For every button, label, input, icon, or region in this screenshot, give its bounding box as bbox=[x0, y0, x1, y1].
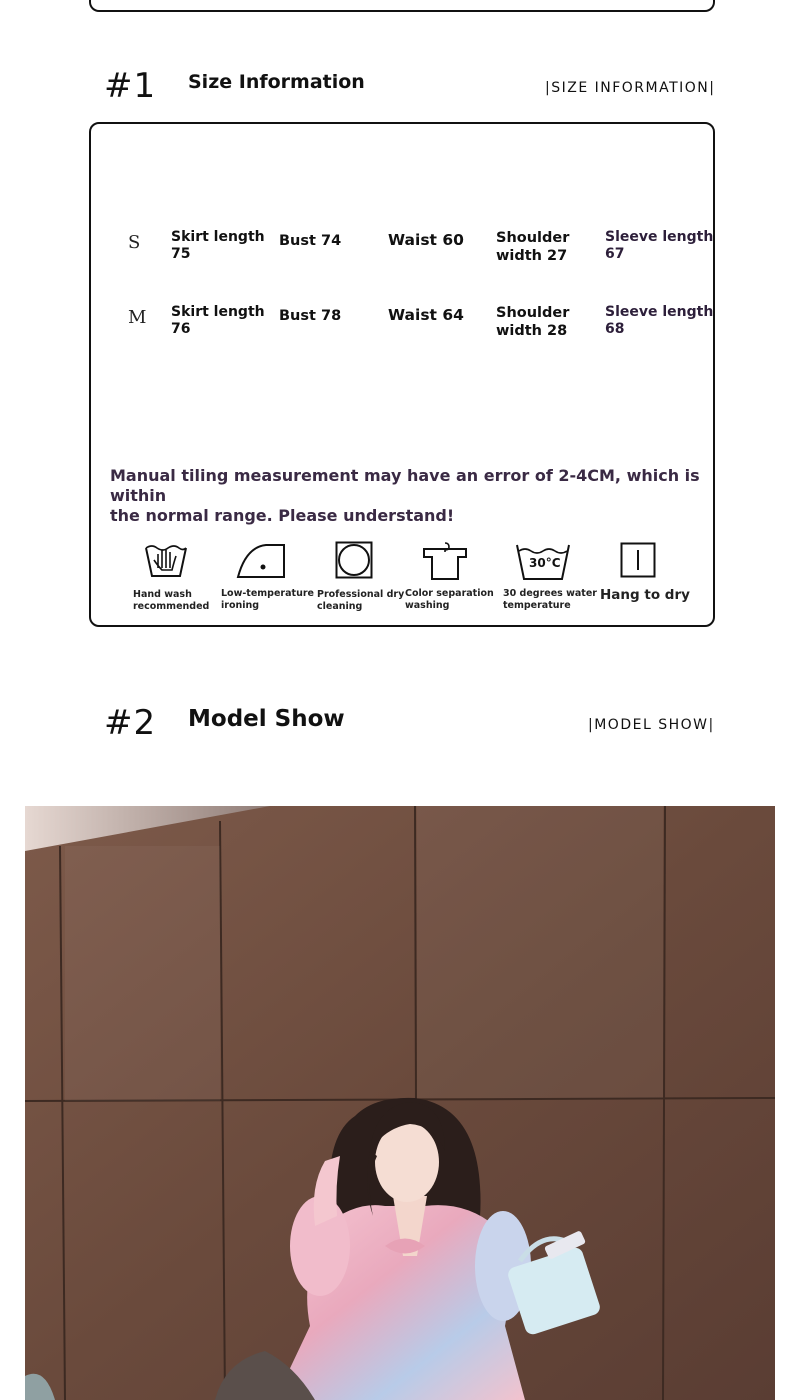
size-label: M bbox=[128, 307, 147, 328]
care-label: Color separation washing bbox=[405, 588, 494, 611]
care-label: Low-temperature ironing bbox=[221, 588, 314, 611]
skirt-length-cell: Skirt length 76 bbox=[171, 304, 265, 337]
waist-cell: Waist 60 bbox=[388, 231, 464, 249]
shoulder-width-cell: Shoulder width 28 bbox=[496, 305, 570, 339]
care-label: 30 degrees water temperature bbox=[503, 588, 597, 611]
section-title: Size Information bbox=[188, 71, 365, 93]
bust-cell: Bust 78 bbox=[279, 308, 342, 324]
skirt-length-cell: Skirt length 75 bbox=[171, 229, 265, 262]
size-label: S bbox=[128, 232, 141, 253]
hang-dry-icon bbox=[620, 542, 656, 578]
section-number: #1 bbox=[104, 66, 157, 106]
shoulder-width-cell: Shoulder width 27 bbox=[496, 230, 570, 264]
section-number: #2 bbox=[104, 703, 157, 743]
waist-cell: Waist 64 bbox=[388, 306, 464, 324]
previous-section-box bbox=[89, 0, 715, 12]
section-title-en: |MODEL SHOW| bbox=[588, 717, 715, 733]
model-photo bbox=[25, 806, 775, 1400]
care-label: Professional dry cleaning bbox=[317, 589, 405, 612]
color-separation-icon bbox=[422, 539, 468, 581]
section-title: Model Show bbox=[188, 706, 345, 732]
dry-clean-icon bbox=[335, 541, 373, 579]
hand-wash-icon bbox=[144, 540, 188, 580]
care-label: Hand wash recommended bbox=[133, 589, 210, 612]
iron-icon bbox=[236, 541, 286, 579]
care-label: Hang to dry bbox=[600, 587, 690, 603]
section-title-en: |SIZE INFORMATION| bbox=[545, 80, 716, 96]
wash-temperature: 30°C bbox=[529, 556, 561, 570]
sleeve-length-cell: Sleeve length 68 bbox=[605, 304, 714, 337]
bust-cell: Bust 74 bbox=[279, 233, 342, 249]
measurement-note: Manual tiling measurement may have an error of 2-4CM, which is within the normal range. Please understand! bbox=[110, 466, 700, 525]
sleeve-length-cell: Sleeve length 67 bbox=[605, 229, 714, 262]
